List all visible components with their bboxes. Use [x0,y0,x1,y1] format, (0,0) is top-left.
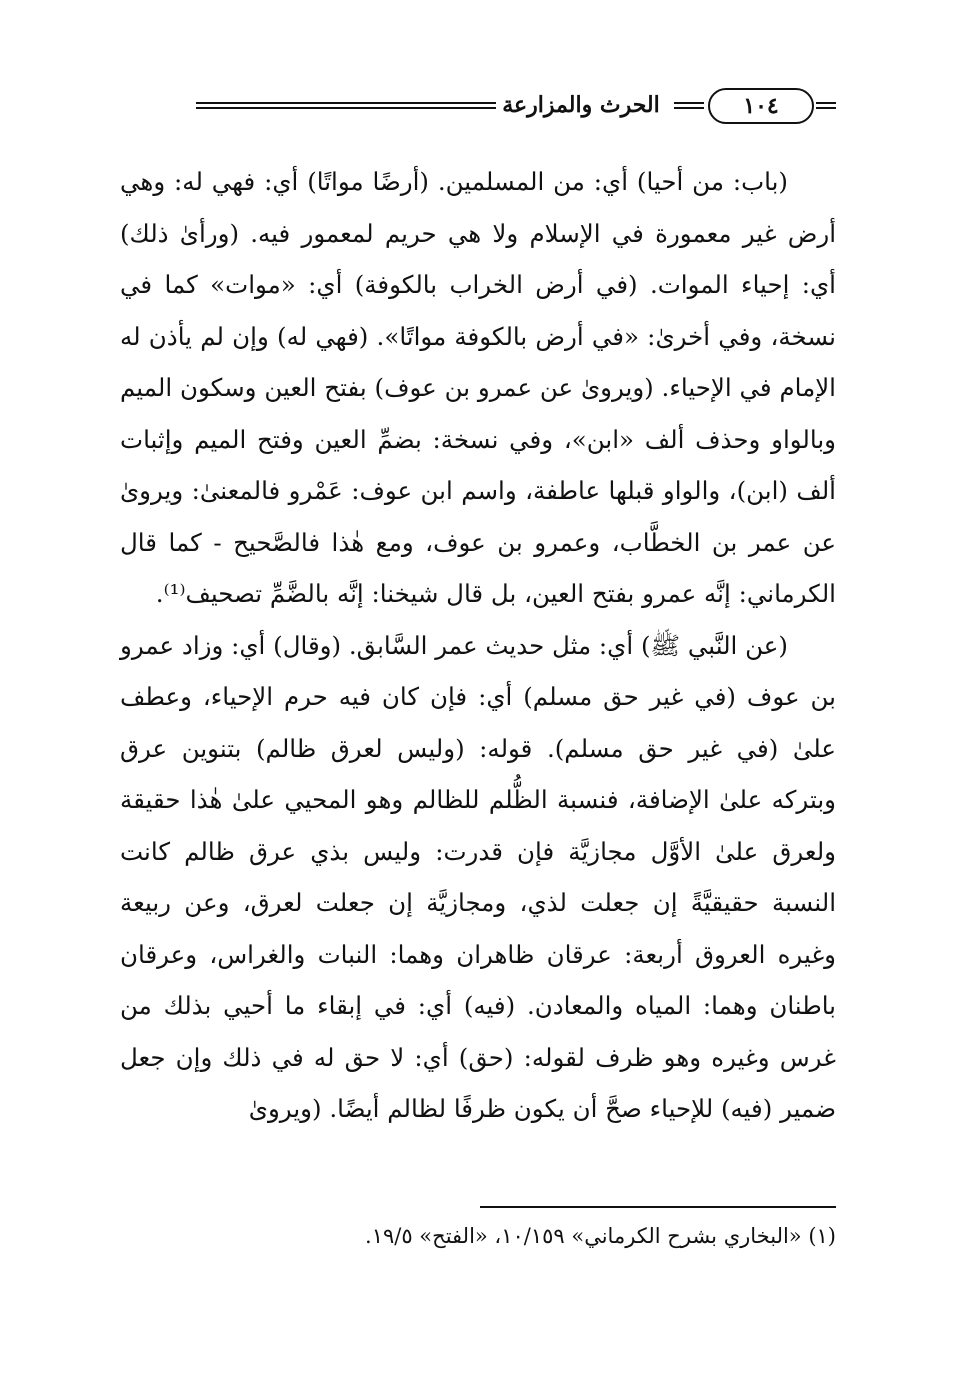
main-text [120,156,836,1135]
footnote: (١) «البخاري بشرح الكرماني» ١٠/١٥٩، «الفتح» ١٩/٥. [365,1224,836,1248]
page-header [124,86,836,126]
running-title: الحرث والمزارعة [502,92,660,118]
page-number: ١٠٤ [708,88,814,124]
paragraph: (باب: من أحيا) أي: من المسلمين. (أرضًا مواتًا) أي: فهي له: وهي أرض غير معمورة في الإسلام ولا هي حريم لمعمور فيه. (ورأىٰ ذلك) أي: إحياء الموات. (في أرض الخراب بالكوفة) أي: «موات» كما في نسخة، وفي أخرىٰ: «في أرض بالكوفة مواتًا». (فهي له) وإن لم يأذن له الإمام في الإحياء. (ويروىٰ عن عمرو بن عوف) بفتح العين وسكون الميم وبالواو وحذف ألف «ابن»، وفي نسخة: بضمِّ العين وفتح الميم وإثبات ألف (ابن)، والواو قبلها عاطفة، واسم ابن عوف: عَمْرو فالمعنىٰ: ويروىٰ عن عمر بن الخطَّاب، وعمرو بن عوف، ومع هٰذا فالصَّحيح - كما قال الكرماني: إنَّه عمرو بفتح العين، بل قال شيخنا: إنَّه بالضَّمِّ تصحيف⁽¹⁾. [120,167,836,608]
header-ornament-rule [674,102,704,109]
header-ornament-rule [816,102,836,109]
footnote-separator [480,1206,836,1208]
header-ornament-rule [196,102,496,109]
paragraph: (عن النَّبي ﷺ) أي: مثل حديث عمر السَّابق. (وقال) أي: وزاد عمرو بن عوف (في غير حق مسلم) أي: فإن كان فيه حرم الإحياء، وعطف علىٰ (في غير حق مسلم). قوله: (وليس لعرق ظالم) بتنوين عرق وبتركه علىٰ الإضافة، فنسبة الظُّلم للظالم وهو المحيي علىٰ هٰذا حقيقة ولعرق علىٰ الأوَّل مجازيَّة فإن قدرت: وليس بذي عرق ظالم كانت النسبة حقيقيَّةً إن جعلت لذي، ومجازيَّة إن جعلت لعرق، وعن ربيعة وغيره العروق أربعة: عرقان ظاهران وهما: النبات والغراس، وعرقان باطنان وهما: المياه والمعادن. (فيه) أي: في إبقاء ما أحيي بذلك من غرس وغيره وهو ظرف لقوله: (حق) أي: لا حق له في ذلك وإن جعل ضمير (فيه) للإحياء صحَّ أن يكون ظرفًا لظالم أيضًا. (ويروىٰ [120,630,836,1123]
